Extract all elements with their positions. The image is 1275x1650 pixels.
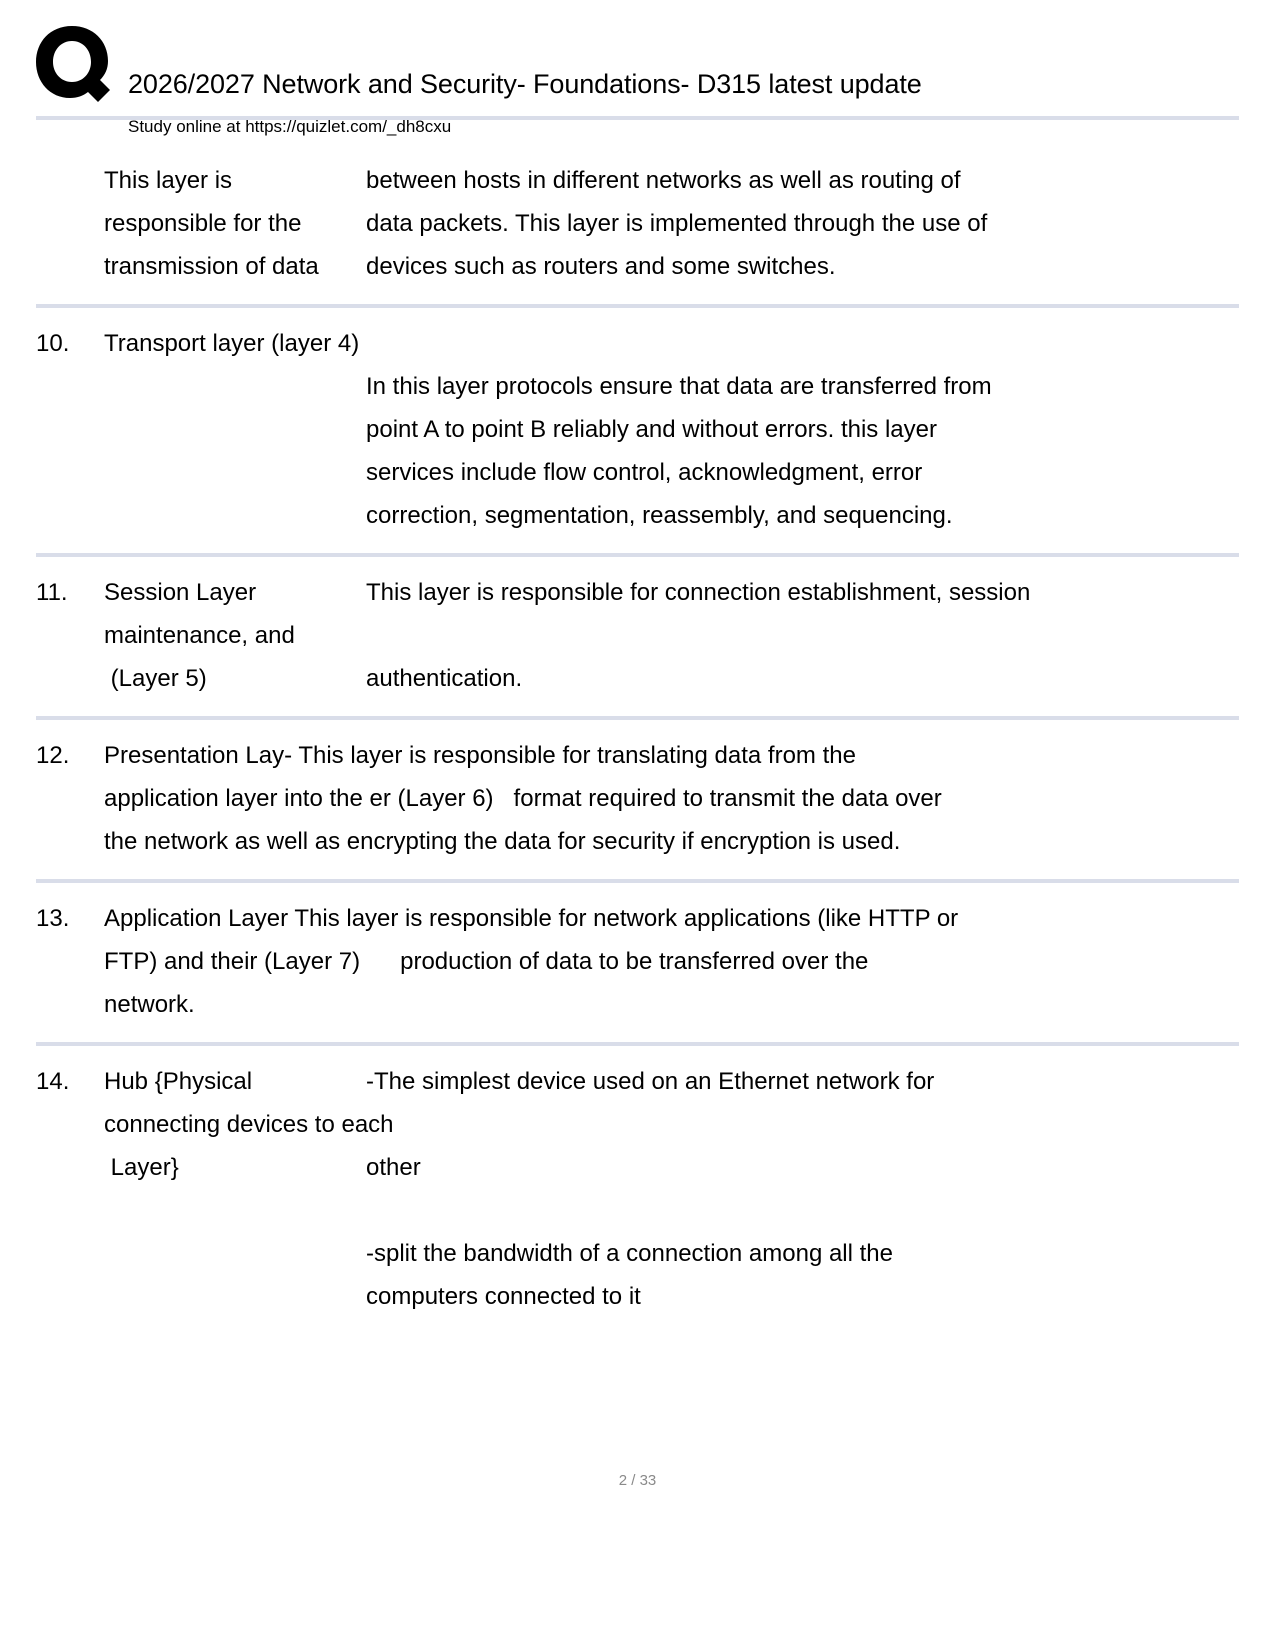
entry-text: Presentation Lay- This layer is responsible for translating data from the [104,742,856,769]
entries-list [0,145,1275,1334]
entry-term: (Layer 5) [104,665,207,692]
entry-line [36,614,1239,657]
entry-number: 10. [36,330,70,357]
entry-term: responsible for the [104,210,302,237]
entry-definition: This layer is responsible for connection establishment, session [366,579,1031,606]
entry-term: This layer is [104,167,233,194]
entry-definition-line: In this layer protocols ensure that data are transferred from [366,373,992,400]
entry-definition-block [366,1232,1239,1318]
entry-line [36,159,1239,202]
document-title: 2026/2027 Network and Security- Foundations- D315 latest update [128,69,922,99]
entry-term: Transport layer (layer 4) [104,330,360,357]
list-item-12 [0,720,1275,879]
entry-definition: devices such as routers and some switches. [366,253,836,280]
page-header [0,0,1275,136]
entry-text: application layer into the er (Layer 6) format required to transmit the data over [104,785,942,812]
entry-number: 13. [36,905,70,932]
entry-term: transmission of data [104,253,319,280]
page-number: 2 / 33 [618,1472,657,1489]
entry-line [36,245,1239,288]
page-footer [0,1472,1275,1489]
list-item-10 [0,308,1275,553]
list-item-14 [0,1046,1275,1334]
quizlet-q-logo-icon [30,22,114,106]
entry-number: 11. [36,579,68,606]
entry-text: the network as well as encrypting the data for security if encryption is used. [104,828,901,855]
entry-text: Application Layer This layer is responsible for network applications (like HTTP or [104,905,959,932]
spacer-line [36,1189,1239,1232]
entry-definition-line: point A to point B reliably and without errors. this layer [366,416,937,443]
entry-line [36,897,1239,940]
entry-line [36,820,1239,863]
entry-definition: -The simplest device used on an Ethernet network for [366,1068,935,1095]
entry-line [36,734,1239,777]
entry-definition-line: correction, segmentation, reassembly, and sequencing. [366,502,953,529]
entry-term: Session Layer [104,579,257,606]
entry-line [36,1103,1239,1146]
entry-definition-line: computers connected to it [366,1283,641,1310]
entry-definition-block [366,365,1166,537]
entry-definition: other [366,1154,421,1181]
entry-definition: authentication. [366,665,523,692]
entry-line [36,983,1239,1026]
list-item-13 [0,883,1275,1042]
entry-line [36,940,1239,983]
entry-line [36,571,1239,614]
list-item-continuation [0,145,1275,304]
entry-number: 14. [36,1068,70,1095]
entry-definition-line: services include flow control, acknowledgment, error [366,459,923,486]
entry-term: Layer} [104,1154,179,1181]
entry-line [36,777,1239,820]
entry-definition-line: -split the bandwidth of a connection among all the [366,1240,894,1267]
entry-definition: maintenance, and [104,622,295,649]
study-online-link[interactable]: Study online at https://quizlet.com/_dh8cxu [128,117,452,136]
entry-line [36,202,1239,245]
list-item-11 [0,557,1275,716]
entry-line [36,1060,1239,1103]
entry-line [36,1146,1239,1189]
entry-number: 12. [36,742,70,769]
entry-line [36,657,1239,700]
entry-definition: between hosts in different networks as well as routing of [366,167,961,194]
entry-text: network. [104,991,195,1018]
entry-term: Hub {Physical [104,1068,253,1095]
entry-definition: connecting devices to each [104,1111,394,1138]
entry-text: FTP) and their (Layer 7) production of data to be transferred over the [104,948,869,975]
entry-line [36,322,1239,365]
entry-definition: data packets. This layer is implemented through the use of [366,210,988,237]
